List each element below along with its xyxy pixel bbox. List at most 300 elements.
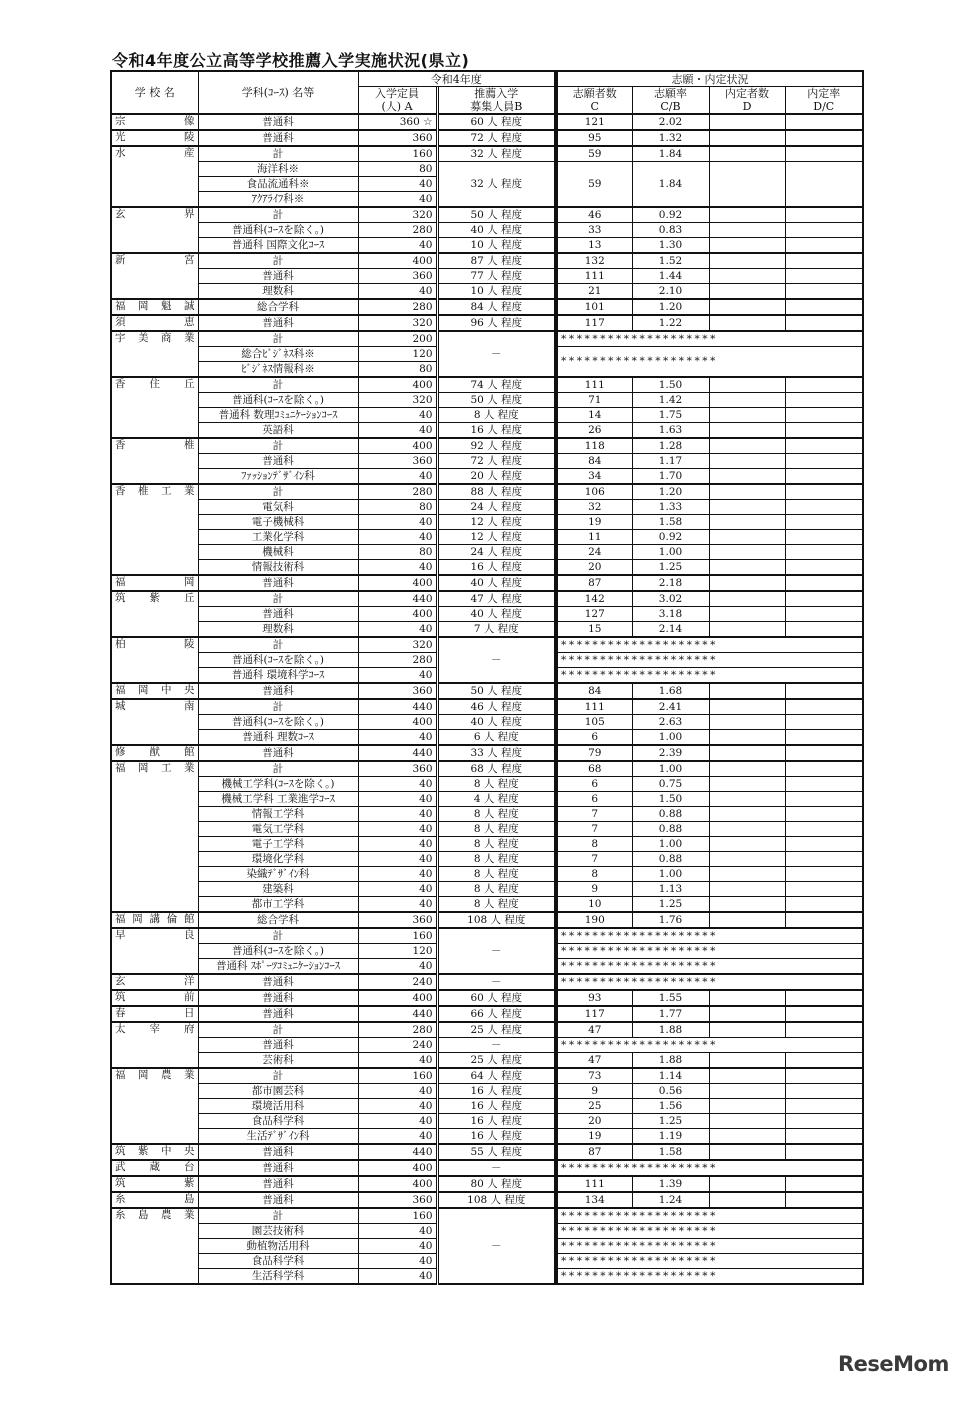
accepted-cell bbox=[709, 515, 785, 530]
school-name: 光 陵 bbox=[111, 130, 198, 146]
dept-name: 理数科 bbox=[198, 284, 358, 300]
applicants-cell: 20 bbox=[557, 1114, 632, 1129]
dept-name: 計 bbox=[198, 253, 358, 269]
accepted-cell bbox=[709, 454, 785, 469]
accept-rate-cell bbox=[785, 882, 863, 897]
stars-cell: ******************** bbox=[557, 347, 863, 378]
ratio-cell: 1.20 bbox=[632, 299, 709, 315]
school-name: 福 岡 魁 誠 bbox=[111, 299, 198, 315]
dept-name: 計 bbox=[198, 146, 358, 162]
table-row bbox=[111, 130, 863, 146]
capacity-cell: 280 bbox=[358, 223, 436, 238]
recruit-cell: 32 人 程度 bbox=[438, 162, 555, 208]
dept-name: 普通科 bbox=[198, 130, 358, 146]
applicants-cell: 117 bbox=[557, 1006, 632, 1022]
accept-rate-cell bbox=[785, 1144, 863, 1160]
ratio-cell: 1.88 bbox=[632, 1053, 709, 1069]
table-row bbox=[111, 607, 863, 622]
capacity-cell: 40 bbox=[358, 177, 436, 192]
school-name: 筑 紫 中 央 bbox=[111, 1144, 198, 1160]
accepted-cell bbox=[709, 1129, 785, 1145]
dept-name: 普通科 bbox=[198, 454, 358, 469]
header-status-group: 志願・内定状況 bbox=[557, 71, 863, 87]
stars-cell: ******************** bbox=[557, 1239, 863, 1254]
accept-rate-cell bbox=[785, 500, 863, 515]
table-row bbox=[111, 1208, 863, 1224]
ratio-cell: 1.58 bbox=[632, 1144, 709, 1160]
applicants-cell: 106 bbox=[557, 484, 632, 500]
capacity-cell: 40 bbox=[358, 1084, 436, 1099]
accepted-cell bbox=[709, 423, 785, 439]
recruit-cell: 16 人 程度 bbox=[438, 1129, 555, 1145]
dept-name: 計 bbox=[198, 591, 358, 607]
capacity-cell: 40 bbox=[358, 1114, 436, 1129]
accepted-cell bbox=[709, 882, 785, 897]
capacity-cell: 240 bbox=[358, 974, 436, 990]
accept-rate-cell bbox=[785, 207, 863, 223]
capacity-cell: 400 bbox=[358, 990, 436, 1006]
ratio-cell: 1.58 bbox=[632, 515, 709, 530]
accept-rate-cell bbox=[785, 393, 863, 408]
accept-rate-cell bbox=[785, 822, 863, 837]
dept-name: 食品科学科 bbox=[198, 1114, 358, 1129]
capacity-cell: 40 bbox=[358, 408, 436, 423]
accepted-cell bbox=[709, 253, 785, 269]
table-row bbox=[111, 1084, 863, 1099]
ratio-cell: 1.17 bbox=[632, 454, 709, 469]
table-row bbox=[111, 852, 863, 867]
dept-name: 生活ﾃﾞｻﾞｲﾝ科 bbox=[198, 1129, 358, 1145]
ratio-cell: 1.76 bbox=[632, 912, 709, 928]
recruit-cell: － bbox=[438, 1160, 555, 1176]
capacity-cell: 40 bbox=[358, 423, 436, 439]
accept-rate-cell bbox=[785, 683, 863, 699]
accept-rate-cell bbox=[785, 1084, 863, 1099]
stars-cell: ******************** bbox=[557, 974, 863, 990]
resemom-logo: ReseMom bbox=[838, 1352, 949, 1376]
dept-name: 普通科 bbox=[198, 269, 358, 284]
table-row bbox=[111, 807, 863, 822]
school-name: 水 産 bbox=[111, 146, 198, 207]
accepted-cell bbox=[709, 1144, 785, 1160]
dept-name: 普通科 国際文化ｺｰｽ bbox=[198, 238, 358, 254]
applicants-cell: 73 bbox=[557, 1068, 632, 1084]
dept-name: 計 bbox=[198, 699, 358, 715]
recruit-cell: 40 人 程度 bbox=[438, 223, 555, 238]
school-name: 福 岡 中 央 bbox=[111, 683, 198, 699]
accept-rate-cell bbox=[785, 146, 863, 162]
accept-rate-cell bbox=[785, 1006, 863, 1022]
accepted-cell bbox=[709, 500, 785, 515]
capacity-cell: 40 bbox=[358, 730, 436, 746]
recruit-cell: 40 人 程度 bbox=[438, 715, 555, 730]
dept-name: 普通科 bbox=[198, 745, 358, 761]
applicants-cell: 32 bbox=[557, 500, 632, 515]
applicants-cell: 11 bbox=[557, 530, 632, 545]
ratio-cell: 1.50 bbox=[632, 792, 709, 807]
applicants-cell: 9 bbox=[557, 882, 632, 897]
accept-rate-cell bbox=[785, 469, 863, 485]
capacity-cell: 40 bbox=[358, 882, 436, 897]
accept-rate-cell bbox=[785, 223, 863, 238]
stars-cell: ******************** bbox=[557, 668, 863, 684]
dept-name: 工業化学科 bbox=[198, 530, 358, 545]
table-row bbox=[111, 284, 863, 300]
recruit-cell: 8 人 程度 bbox=[438, 897, 555, 913]
table-body bbox=[111, 114, 863, 1284]
accept-rate-cell bbox=[785, 761, 863, 777]
accepted-cell bbox=[709, 408, 785, 423]
stars-cell: ******************** bbox=[557, 331, 863, 347]
ratio-cell: 0.56 bbox=[632, 1084, 709, 1099]
dept-name: 普通科 bbox=[198, 575, 358, 591]
recruit-cell: 60 人 程度 bbox=[438, 990, 555, 1006]
ratio-cell: 0.88 bbox=[632, 807, 709, 822]
table-row bbox=[111, 223, 863, 238]
accept-rate-cell bbox=[785, 897, 863, 913]
accepted-cell bbox=[709, 715, 785, 730]
capacity-cell: 40 bbox=[358, 897, 436, 913]
dept-name: 計 bbox=[198, 484, 358, 500]
ratio-cell: 1.63 bbox=[632, 423, 709, 439]
applicants-cell: 25 bbox=[557, 1099, 632, 1114]
table-row bbox=[111, 822, 863, 837]
accept-rate-cell bbox=[785, 162, 863, 208]
recruit-cell: 25 人 程度 bbox=[438, 1053, 555, 1069]
ratio-cell: 0.75 bbox=[632, 777, 709, 792]
accept-rate-cell bbox=[785, 867, 863, 882]
header-recruit: 推薦入学 募集人員B bbox=[438, 87, 555, 115]
ratio-cell: 3.18 bbox=[632, 607, 709, 622]
applicants-cell: 7 bbox=[557, 822, 632, 837]
table-row bbox=[111, 545, 863, 560]
table-row bbox=[111, 575, 863, 591]
capacity-cell: 400 bbox=[358, 1160, 436, 1176]
dept-name: 普通科 ｽﾎﾟｰﾂｺﾐｭﾆｹｰｼｮﾝｺｰｽ bbox=[198, 959, 358, 975]
school-name: 須 恵 bbox=[111, 315, 198, 331]
table-row bbox=[111, 500, 863, 515]
capacity-cell: 280 bbox=[358, 653, 436, 668]
capacity-cell: 400 bbox=[358, 715, 436, 730]
school-name: 太 宰 府 bbox=[111, 1022, 198, 1068]
accepted-cell bbox=[709, 792, 785, 807]
accepted-cell bbox=[709, 575, 785, 591]
ratio-cell: 0.88 bbox=[632, 822, 709, 837]
ratio-cell: 0.92 bbox=[632, 530, 709, 545]
capacity-cell: 160 bbox=[358, 146, 436, 162]
accept-rate-cell bbox=[785, 1192, 863, 1208]
recruit-cell: 8 人 程度 bbox=[438, 852, 555, 867]
table-row bbox=[111, 377, 863, 393]
applicants-cell: 68 bbox=[557, 761, 632, 777]
capacity-cell: 40 bbox=[358, 192, 436, 208]
recruit-cell: 8 人 程度 bbox=[438, 882, 555, 897]
school-name: 香 椎 bbox=[111, 438, 198, 484]
recruit-cell: 16 人 程度 bbox=[438, 1114, 555, 1129]
ratio-cell: 2.39 bbox=[632, 745, 709, 761]
recruit-cell: 87 人 程度 bbox=[438, 253, 555, 269]
recruit-cell: 33 人 程度 bbox=[438, 745, 555, 761]
applicants-cell: 79 bbox=[557, 745, 632, 761]
recruit-cell: 88 人 程度 bbox=[438, 484, 555, 500]
capacity-cell: 120 bbox=[358, 347, 436, 362]
accepted-cell bbox=[709, 162, 785, 208]
recruit-cell: － bbox=[438, 974, 555, 990]
accepted-cell bbox=[709, 438, 785, 454]
dept-name: ﾌｧｯｼｮﾝﾃﾞｻﾞｲﾝ科 bbox=[198, 469, 358, 485]
recruit-cell: 50 人 程度 bbox=[438, 207, 555, 223]
accept-rate-cell bbox=[785, 990, 863, 1006]
recruit-cell: 12 人 程度 bbox=[438, 515, 555, 530]
table-row bbox=[111, 1129, 863, 1145]
ratio-cell: 2.02 bbox=[632, 114, 709, 130]
dept-name: 計 bbox=[198, 928, 358, 944]
table-row bbox=[111, 560, 863, 576]
ratio-cell: 0.88 bbox=[632, 852, 709, 867]
dept-name: 英語科 bbox=[198, 423, 358, 439]
capacity-cell: 160 bbox=[358, 928, 436, 944]
table-row bbox=[111, 777, 863, 792]
ratio-cell: 1.33 bbox=[632, 500, 709, 515]
school-name: 筑 紫 bbox=[111, 1176, 198, 1192]
accepted-cell bbox=[709, 837, 785, 852]
ratio-cell: 3.02 bbox=[632, 591, 709, 607]
accept-rate-cell bbox=[785, 114, 863, 130]
applicants-cell: 8 bbox=[557, 837, 632, 852]
recruit-cell: 50 人 程度 bbox=[438, 393, 555, 408]
dept-name: 普通科(ｺｰｽを除く。) bbox=[198, 223, 358, 238]
capacity-cell: 40 bbox=[358, 777, 436, 792]
school-name: 玄 界 bbox=[111, 207, 198, 253]
dept-name: 機械科 bbox=[198, 545, 358, 560]
accepted-cell bbox=[709, 591, 785, 607]
recruit-cell: 55 人 程度 bbox=[438, 1144, 555, 1160]
school-name: 宇 美 商 業 bbox=[111, 331, 198, 377]
ratio-cell: 1.25 bbox=[632, 560, 709, 576]
recruit-cell: 8 人 程度 bbox=[438, 867, 555, 882]
capacity-cell: 40 bbox=[358, 668, 436, 684]
table-row bbox=[111, 699, 863, 715]
school-name: 福 岡 工 業 bbox=[111, 761, 198, 912]
dept-name: 電気科 bbox=[198, 500, 358, 515]
applicants-cell: 93 bbox=[557, 990, 632, 1006]
ratio-cell: 1.25 bbox=[632, 1114, 709, 1129]
recruit-cell: 40 人 程度 bbox=[438, 575, 555, 591]
table-row bbox=[111, 792, 863, 807]
school-name: 春 日 bbox=[111, 1006, 198, 1022]
recruit-cell: 47 人 程度 bbox=[438, 591, 555, 607]
capacity-cell: 360 bbox=[358, 761, 436, 777]
table-row bbox=[111, 882, 863, 897]
recruit-cell: 25 人 程度 bbox=[438, 1022, 555, 1038]
ratio-cell: 2.41 bbox=[632, 699, 709, 715]
table-row bbox=[111, 393, 863, 408]
recruit-cell: 108 人 程度 bbox=[438, 1192, 555, 1208]
accept-rate-cell bbox=[785, 515, 863, 530]
capacity-cell: 40 bbox=[358, 1269, 436, 1285]
dept-name: 情報工学科 bbox=[198, 807, 358, 822]
accepted-cell bbox=[709, 207, 785, 223]
applicants-cell: 47 bbox=[557, 1053, 632, 1069]
applicants-cell: 9 bbox=[557, 1084, 632, 1099]
dept-name: 建築科 bbox=[198, 882, 358, 897]
ratio-cell: 1.25 bbox=[632, 897, 709, 913]
applicants-cell: 19 bbox=[557, 515, 632, 530]
dept-name: 普通科 bbox=[198, 1038, 358, 1053]
applicants-cell: 101 bbox=[557, 299, 632, 315]
capacity-cell: 40 bbox=[358, 530, 436, 545]
accept-rate-cell bbox=[785, 591, 863, 607]
capacity-cell: 40 bbox=[358, 1239, 436, 1254]
dept-name: 都市園芸科 bbox=[198, 1084, 358, 1099]
recruit-cell: － bbox=[438, 637, 555, 683]
ratio-cell: 1.00 bbox=[632, 837, 709, 852]
accepted-cell bbox=[709, 990, 785, 1006]
dept-name: 計 bbox=[198, 1022, 358, 1038]
dept-name: 普通科 bbox=[198, 1144, 358, 1160]
applicants-cell: 46 bbox=[557, 207, 632, 223]
table-row bbox=[111, 591, 863, 607]
accept-rate-cell bbox=[785, 575, 863, 591]
recruit-cell: 16 人 程度 bbox=[438, 1099, 555, 1114]
recruit-cell: 24 人 程度 bbox=[438, 500, 555, 515]
ratio-cell: 1.39 bbox=[632, 1176, 709, 1192]
table-row bbox=[111, 1160, 863, 1176]
table-row bbox=[111, 331, 863, 347]
capacity-cell: 440 bbox=[358, 1006, 436, 1022]
dept-name: 機械工学科 工業進学ｺｰｽ bbox=[198, 792, 358, 807]
accepted-cell bbox=[709, 1176, 785, 1192]
accepted-cell bbox=[709, 1053, 785, 1069]
recruit-cell: 46 人 程度 bbox=[438, 699, 555, 715]
capacity-cell: 40 bbox=[358, 1053, 436, 1069]
applicants-cell: 6 bbox=[557, 792, 632, 807]
recruit-cell: 64 人 程度 bbox=[438, 1068, 555, 1084]
accept-rate-cell bbox=[785, 699, 863, 715]
table-row bbox=[111, 269, 863, 284]
accept-rate-cell bbox=[785, 454, 863, 469]
capacity-cell: 360 bbox=[358, 269, 436, 284]
accept-rate-cell bbox=[785, 622, 863, 638]
stars-cell: ******************** bbox=[557, 959, 863, 975]
applicants-cell: 111 bbox=[557, 269, 632, 284]
dept-name: ﾋﾞｼﾞﾈｽ情報科※ bbox=[198, 362, 358, 378]
accept-rate-cell bbox=[785, 438, 863, 454]
recruit-cell: － bbox=[438, 1038, 555, 1053]
recruit-cell: 8 人 程度 bbox=[438, 408, 555, 423]
header-school: 学 校 名 bbox=[111, 71, 198, 114]
capacity-cell: 80 bbox=[358, 500, 436, 515]
recruit-cell: － bbox=[438, 1208, 555, 1284]
recruit-cell: 68 人 程度 bbox=[438, 761, 555, 777]
capacity-cell: 360 bbox=[358, 130, 436, 146]
accept-rate-cell bbox=[785, 484, 863, 500]
capacity-cell: 320 bbox=[358, 637, 436, 653]
dept-name: 食品科学科 bbox=[198, 1254, 358, 1269]
school-name: 新 宮 bbox=[111, 253, 198, 299]
recruit-cell: 108 人 程度 bbox=[438, 912, 555, 928]
dept-name: 電気工学科 bbox=[198, 822, 358, 837]
recruit-cell: 50 人 程度 bbox=[438, 683, 555, 699]
table-row bbox=[111, 745, 863, 761]
table-row bbox=[111, 238, 863, 254]
accept-rate-cell bbox=[785, 299, 863, 315]
applicants-cell: 121 bbox=[557, 114, 632, 130]
table-row bbox=[111, 423, 863, 439]
table-row bbox=[111, 207, 863, 223]
dept-name: 普通科 bbox=[198, 990, 358, 1006]
applicants-cell: 111 bbox=[557, 377, 632, 393]
dept-name: 普通科 数理ｺﾐｭﾆｹｰｼｮﾝｺｰｽ bbox=[198, 408, 358, 423]
ratio-cell: 0.92 bbox=[632, 207, 709, 223]
applicants-cell: 6 bbox=[557, 777, 632, 792]
table-row bbox=[111, 484, 863, 500]
applicants-cell: 47 bbox=[557, 1022, 632, 1038]
dept-name: 計 bbox=[198, 637, 358, 653]
accepted-cell bbox=[709, 607, 785, 622]
ratio-cell: 1.44 bbox=[632, 269, 709, 284]
school-name: 糸 島 農 業 bbox=[111, 1208, 198, 1284]
recruit-cell: 4 人 程度 bbox=[438, 792, 555, 807]
accepted-cell bbox=[709, 130, 785, 146]
recruit-cell: 16 人 程度 bbox=[438, 423, 555, 439]
table-row bbox=[111, 761, 863, 777]
applicants-cell: 26 bbox=[557, 423, 632, 439]
recruit-cell: 6 人 程度 bbox=[438, 730, 555, 746]
accepted-cell bbox=[709, 469, 785, 485]
capacity-cell: 400 bbox=[358, 253, 436, 269]
school-name: 柏 陵 bbox=[111, 637, 198, 683]
recruit-cell: 24 人 程度 bbox=[438, 545, 555, 560]
table-row bbox=[111, 637, 863, 653]
table-row bbox=[111, 162, 863, 177]
accepted-cell bbox=[709, 114, 785, 130]
accepted-cell bbox=[709, 807, 785, 822]
dept-name: 生活科学科 bbox=[198, 1269, 358, 1285]
dept-name: 普通科 理数ｺｰｽ bbox=[198, 730, 358, 746]
accepted-cell bbox=[709, 530, 785, 545]
capacity-cell: 400 bbox=[358, 575, 436, 591]
capacity-cell: 40 bbox=[358, 622, 436, 638]
applicants-cell: 19 bbox=[557, 1129, 632, 1145]
dept-name: 普通科 bbox=[198, 1176, 358, 1192]
capacity-cell: 80 bbox=[358, 545, 436, 560]
applicants-cell: 84 bbox=[557, 683, 632, 699]
capacity-cell: 40 bbox=[358, 1099, 436, 1114]
dept-name: 環境活用科 bbox=[198, 1099, 358, 1114]
accepted-cell bbox=[709, 867, 785, 882]
recruit-cell: 80 人 程度 bbox=[438, 1176, 555, 1192]
accepted-cell bbox=[709, 730, 785, 746]
capacity-cell: 80 bbox=[358, 362, 436, 378]
dept-name: 電子機械科 bbox=[198, 515, 358, 530]
recruit-cell: 92 人 程度 bbox=[438, 438, 555, 454]
ratio-cell: 1.19 bbox=[632, 1129, 709, 1145]
ratio-cell: 0.83 bbox=[632, 223, 709, 238]
accepted-cell bbox=[709, 223, 785, 238]
ratio-cell: 1.77 bbox=[632, 1006, 709, 1022]
stars-cell: ******************** bbox=[557, 1208, 863, 1224]
accepted-cell bbox=[709, 1068, 785, 1084]
table-row bbox=[111, 1144, 863, 1160]
stars-cell: ******************** bbox=[557, 1254, 863, 1269]
accepted-cell bbox=[709, 377, 785, 393]
accepted-cell bbox=[709, 622, 785, 638]
applicants-cell: 8 bbox=[557, 867, 632, 882]
capacity-cell: 400 bbox=[358, 377, 436, 393]
accept-rate-cell bbox=[785, 1053, 863, 1069]
dept-name: 普通科 bbox=[198, 114, 358, 130]
